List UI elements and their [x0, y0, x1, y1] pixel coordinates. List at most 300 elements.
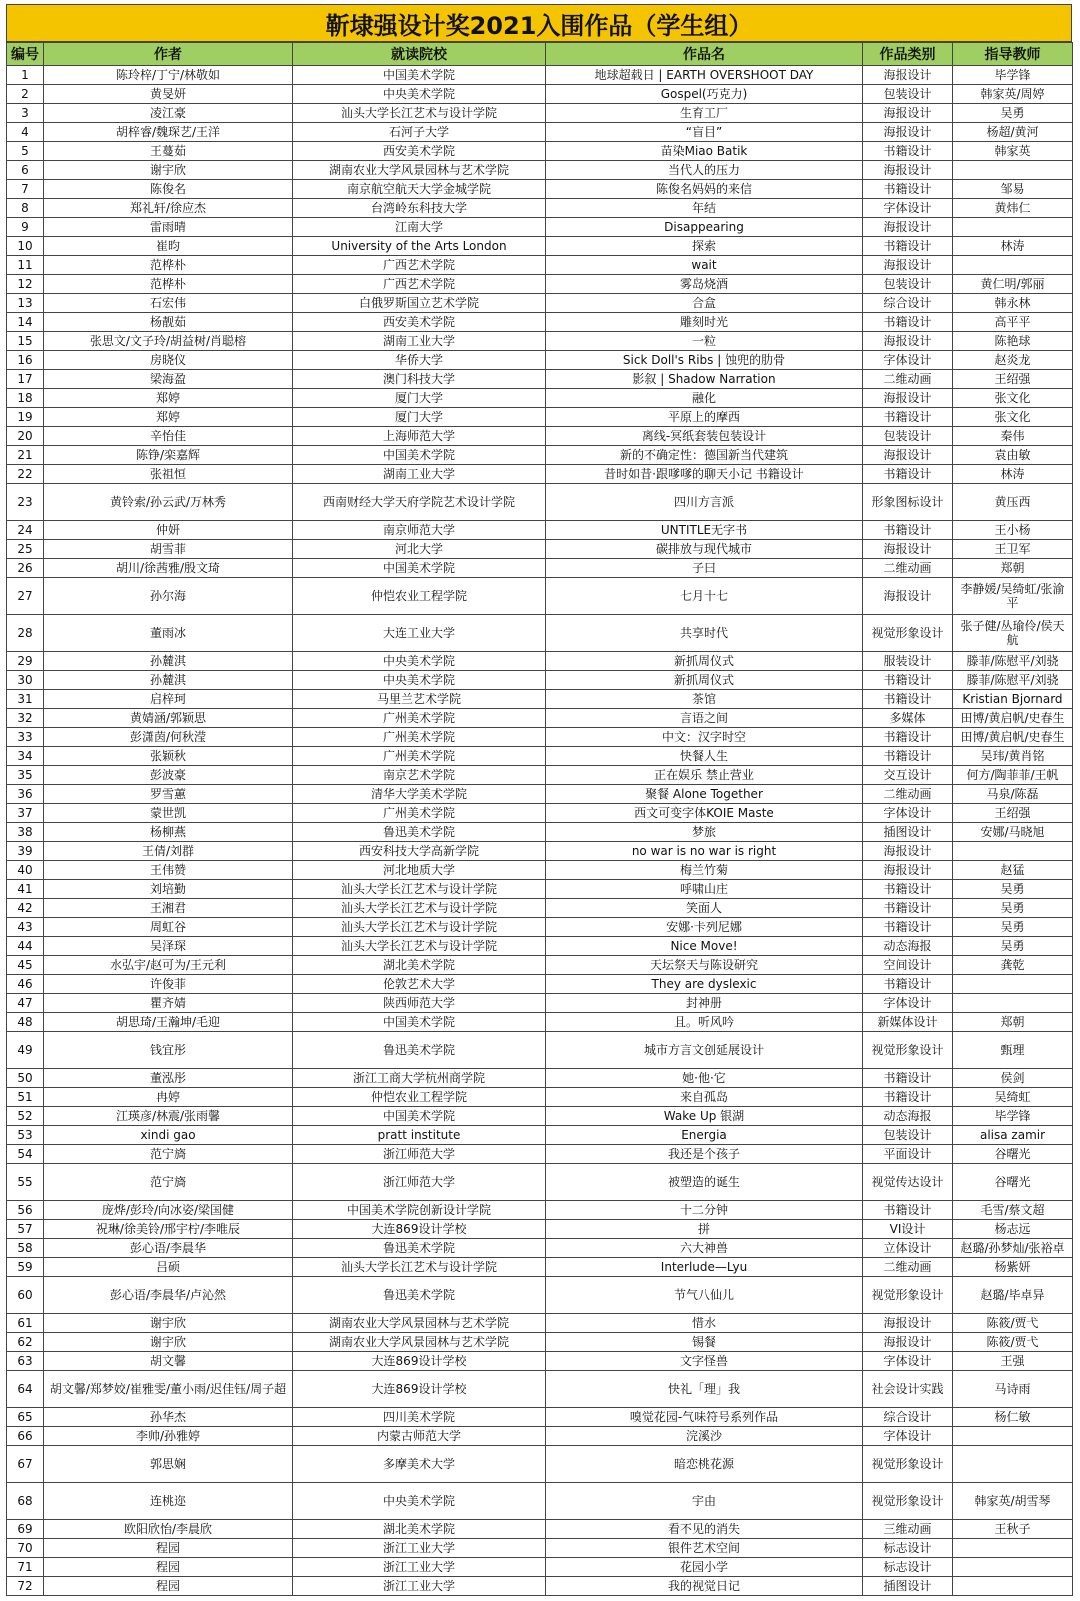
- cell-school: 广州美术学院: [293, 747, 546, 766]
- cell-category: 服装设计: [863, 652, 953, 671]
- cell-school: 陕西师范大学: [293, 994, 546, 1013]
- table-row: [7, 804, 1073, 823]
- cell-number: 42: [7, 899, 44, 918]
- cell-work-title: 文字怪兽: [546, 1352, 863, 1371]
- cell-school: 河北大学: [293, 540, 546, 559]
- cell-advisor: 郑朝: [953, 559, 1073, 578]
- cell-number: 12: [7, 275, 44, 294]
- cell-author: 雷雨晴: [44, 218, 293, 237]
- cell-author: 祝琳/徐美铃/邢宇柠/李唯辰: [44, 1220, 293, 1239]
- cell-author: 杨靓茹: [44, 313, 293, 332]
- cell-author: 谢宇欣: [44, 1314, 293, 1333]
- cell-advisor: 黄压西: [953, 484, 1073, 521]
- table-row: [7, 1483, 1073, 1520]
- cell-number: 59: [7, 1258, 44, 1277]
- cell-school: 河北地质大学: [293, 861, 546, 880]
- cell-advisor: 毛雪/蔡文超: [953, 1201, 1073, 1220]
- cell-advisor: 龚乾: [953, 956, 1073, 975]
- cell-work-title: 生育工厂: [546, 104, 863, 123]
- cell-school: 伦敦艺术大学: [293, 975, 546, 994]
- cell-school: 南京师范大学: [293, 521, 546, 540]
- table-row: [7, 1164, 1073, 1201]
- cell-school: 汕头大学长江艺术与设计学院: [293, 880, 546, 899]
- cell-number: 39: [7, 842, 44, 861]
- cell-work-title: 嗅觉花园-气味符号系列作品: [546, 1408, 863, 1427]
- cell-school: 中央美术学院: [293, 652, 546, 671]
- cell-number: 34: [7, 747, 44, 766]
- cell-school: 浙江工业大学: [293, 1539, 546, 1558]
- cell-school: 浙江工商大学杭州商学院: [293, 1069, 546, 1088]
- header-school: 就读院校: [293, 43, 546, 66]
- table-row: [7, 484, 1073, 521]
- cell-school: 汕头大学长江艺术与设计学院: [293, 104, 546, 123]
- cell-category: 空间设计: [863, 956, 953, 975]
- cell-author: 梁海盈: [44, 370, 293, 389]
- cell-author: 许俊菲: [44, 975, 293, 994]
- cell-number: 13: [7, 294, 44, 313]
- table-row: [7, 370, 1073, 389]
- cell-category: 字体设计: [863, 1427, 953, 1446]
- cell-work-title: 六大神兽: [546, 1239, 863, 1258]
- cell-advisor: 王绍强: [953, 804, 1073, 823]
- cell-author: 董雨冰: [44, 615, 293, 652]
- cell-advisor: [953, 994, 1073, 1013]
- cell-category: 书籍设计: [863, 142, 953, 161]
- table-row: [7, 85, 1073, 104]
- cell-advisor: [953, 1558, 1073, 1577]
- cell-author: 黄旻妍: [44, 85, 293, 104]
- cell-number: 15: [7, 332, 44, 351]
- cell-school: 中国美术学院: [293, 559, 546, 578]
- cell-category: 海报设计: [863, 104, 953, 123]
- cell-number: 41: [7, 880, 44, 899]
- cell-advisor: 毕学锋: [953, 66, 1073, 85]
- cell-number: 30: [7, 671, 44, 690]
- table-row: [7, 1220, 1073, 1239]
- cell-work-title: 来自孤岛: [546, 1088, 863, 1107]
- cell-author: 范桦朴: [44, 275, 293, 294]
- header-number: 编号: [7, 43, 44, 66]
- table-row: [7, 975, 1073, 994]
- header-author: 作者: [44, 43, 293, 66]
- cell-school: 内蒙古师范大学: [293, 1427, 546, 1446]
- cell-advisor: 黄炜仁: [953, 199, 1073, 218]
- cell-number: 26: [7, 559, 44, 578]
- cell-work-title: 共享时代: [546, 615, 863, 652]
- cell-author: 石宏伟: [44, 294, 293, 313]
- cell-work-title: 新抓周仪式: [546, 671, 863, 690]
- cell-work-title: “盲目”: [546, 123, 863, 142]
- cell-category: 书籍设计: [863, 1069, 953, 1088]
- cell-advisor: [953, 1427, 1073, 1446]
- cell-category: 包装设计: [863, 1126, 953, 1145]
- cell-school: 湖南农业大学风景园林与艺术学院: [293, 1314, 546, 1333]
- table-row: [7, 1558, 1073, 1577]
- cell-category: 书籍设计: [863, 975, 953, 994]
- cell-advisor: 韩永林: [953, 294, 1073, 313]
- cell-number: 7: [7, 180, 44, 199]
- table-row: [7, 294, 1073, 313]
- cell-work-title: 暗恋桃花源: [546, 1446, 863, 1483]
- cell-category: 新媒体设计: [863, 1013, 953, 1032]
- cell-category: 海报设计: [863, 861, 953, 880]
- cell-work-title: 聚餐 Alone Together: [546, 785, 863, 804]
- cell-number: 11: [7, 256, 44, 275]
- cell-advisor: 秦伟: [953, 427, 1073, 446]
- cell-advisor: 吴玮/黄肖铭: [953, 747, 1073, 766]
- cell-category: 动态海报: [863, 937, 953, 956]
- cell-category: 书籍设计: [863, 237, 953, 256]
- cell-school: 大连工业大学: [293, 615, 546, 652]
- header-row: [7, 43, 1073, 66]
- table-row: [7, 956, 1073, 975]
- cell-school: 马里兰艺术学院: [293, 690, 546, 709]
- cell-number: 45: [7, 956, 44, 975]
- cell-author: 陈铮/栾嘉辉: [44, 446, 293, 465]
- cell-author: xindi gao: [44, 1126, 293, 1145]
- cell-advisor: 王卫军: [953, 540, 1073, 559]
- cell-work-title: 我还是个孩子: [546, 1145, 863, 1164]
- cell-school: University of the Arts London: [293, 237, 546, 256]
- cell-school: 多摩美术大学: [293, 1446, 546, 1483]
- table-row: [7, 1258, 1073, 1277]
- cell-number: 72: [7, 1577, 44, 1596]
- cell-author: 郑礼轩/徐应杰: [44, 199, 293, 218]
- table-row: [7, 823, 1073, 842]
- cell-advisor: 滕菲/陈慰平/刘骁: [953, 652, 1073, 671]
- table-row: [7, 66, 1073, 85]
- cell-category: 书籍设计: [863, 747, 953, 766]
- cell-category: 视觉形象设计: [863, 1032, 953, 1069]
- cell-number: 37: [7, 804, 44, 823]
- cell-advisor: 王绍强: [953, 370, 1073, 389]
- cell-author: 仲妍: [44, 521, 293, 540]
- table-row: [7, 1032, 1073, 1069]
- cell-work-title: 快餐人生: [546, 747, 863, 766]
- cell-school: 白俄罗斯国立艺术学院: [293, 294, 546, 313]
- table-row: [7, 709, 1073, 728]
- cell-category: 书籍设计: [863, 521, 953, 540]
- cell-school: 湖北美术学院: [293, 1520, 546, 1539]
- cell-number: 19: [7, 408, 44, 427]
- table-row: [7, 446, 1073, 465]
- cell-work-title: Disappearing: [546, 218, 863, 237]
- cell-work-title: 陈俊名妈妈的来信: [546, 180, 863, 199]
- cell-author: 彭潇茵/何秋滢: [44, 728, 293, 747]
- cell-work-title: 新抓周仪式: [546, 652, 863, 671]
- cell-author: 彭心语/李晨华: [44, 1239, 293, 1258]
- cell-author: 水弘宇/赵可为/王元利: [44, 956, 293, 975]
- cell-category: VI设计: [863, 1220, 953, 1239]
- cell-category: 书籍设计: [863, 918, 953, 937]
- cell-work-title: no war is no war is right: [546, 842, 863, 861]
- cell-category: 二维动画: [863, 1258, 953, 1277]
- cell-advisor: 马泉/陈磊: [953, 785, 1073, 804]
- cell-advisor: 田博/黄启帆/史春生: [953, 709, 1073, 728]
- cell-author: 辛怡佳: [44, 427, 293, 446]
- cell-advisor: 毕学锋: [953, 1107, 1073, 1126]
- cell-school: 湖南农业大学风景园林与艺术学院: [293, 1333, 546, 1352]
- cell-category: 海报设计: [863, 1314, 953, 1333]
- cell-work-title: 花园小学: [546, 1558, 863, 1577]
- table-row: [7, 690, 1073, 709]
- cell-advisor: 滕菲/陈慰平/刘骁: [953, 671, 1073, 690]
- cell-school: 中央美术学院: [293, 671, 546, 690]
- cell-category: 标志设计: [863, 1539, 953, 1558]
- cell-work-title: Interlude—Lyu: [546, 1258, 863, 1277]
- table-row: [7, 540, 1073, 559]
- cell-author: 刘培勤: [44, 880, 293, 899]
- cell-author: 孙麓淇: [44, 652, 293, 671]
- table-row: [7, 747, 1073, 766]
- table-row: [7, 1069, 1073, 1088]
- cell-author: 谢宇欣: [44, 161, 293, 180]
- cell-number: 33: [7, 728, 44, 747]
- cell-work-title: 她·他·它: [546, 1069, 863, 1088]
- cell-category: 字体设计: [863, 199, 953, 218]
- cell-number: 20: [7, 427, 44, 446]
- cell-author: 黄婧涵/郭颖思: [44, 709, 293, 728]
- cell-category: 综合设计: [863, 294, 953, 313]
- table-row: [7, 1314, 1073, 1333]
- cell-author: 连桃迩: [44, 1483, 293, 1520]
- cell-work-title: 拼: [546, 1220, 863, 1239]
- table-row: [7, 861, 1073, 880]
- cell-number: 23: [7, 484, 44, 521]
- cell-work-title: 苗染Miao Batik: [546, 142, 863, 161]
- sheet-title: 靳埭强设计奖2021入围作品（学生组）: [6, 4, 1072, 42]
- cell-school: 大连869设计学校: [293, 1371, 546, 1408]
- cell-school: 湖南工业大学: [293, 465, 546, 484]
- cell-advisor: 韩家英/周婷: [953, 85, 1073, 104]
- cell-school: 西安美术学院: [293, 313, 546, 332]
- cell-work-title: 新的不确定性：德国新当代建筑: [546, 446, 863, 465]
- cell-number: 65: [7, 1408, 44, 1427]
- cell-school: 湖南农业大学风景园林与艺术学院: [293, 161, 546, 180]
- table-row: [7, 180, 1073, 199]
- cell-number: 27: [7, 578, 44, 615]
- cell-number: 60: [7, 1277, 44, 1314]
- cell-category: 形象图标设计: [863, 484, 953, 521]
- cell-work-title: 西文可变字体KOIE Maste: [546, 804, 863, 823]
- cell-number: 70: [7, 1539, 44, 1558]
- cell-work-title: 中文：汉字时空: [546, 728, 863, 747]
- table-row: [7, 408, 1073, 427]
- table-row: [7, 1539, 1073, 1558]
- cell-school: 大连869设计学校: [293, 1220, 546, 1239]
- cell-work-title: 我的视觉日记: [546, 1577, 863, 1596]
- cell-category: 海报设计: [863, 389, 953, 408]
- cell-category: 书籍设计: [863, 465, 953, 484]
- cell-category: 立体设计: [863, 1239, 953, 1258]
- cell-work-title: 安娜·卡列尼娜: [546, 918, 863, 937]
- cell-work-title: 平原上的摩西: [546, 408, 863, 427]
- cell-advisor: 赵璐/孙梦灿/张裕卓: [953, 1239, 1073, 1258]
- header-work-title: 作品名: [546, 43, 863, 66]
- table-row: [7, 578, 1073, 615]
- cell-advisor: 吴勇: [953, 918, 1073, 937]
- cell-advisor: 林涛: [953, 465, 1073, 484]
- cell-number: 61: [7, 1314, 44, 1333]
- cell-work-title: 雕刻时光: [546, 313, 863, 332]
- cell-number: 57: [7, 1220, 44, 1239]
- cell-school: 浙江师范大学: [293, 1164, 546, 1201]
- cell-advisor: [953, 1446, 1073, 1483]
- cell-advisor: 杨仁敏: [953, 1408, 1073, 1427]
- cell-school: 大连869设计学校: [293, 1352, 546, 1371]
- cell-author: 程园: [44, 1577, 293, 1596]
- cell-work-title: 昔时如昔·跟嗲嗲的聊天小记 书籍设计: [546, 465, 863, 484]
- table-row: [7, 937, 1073, 956]
- cell-work-title: 梦旅: [546, 823, 863, 842]
- cell-category: 二维动画: [863, 370, 953, 389]
- cell-advisor: 杨志远: [953, 1220, 1073, 1239]
- cell-work-title: 茶馆: [546, 690, 863, 709]
- cell-number: 47: [7, 994, 44, 1013]
- cell-work-title: They are dyslexic: [546, 975, 863, 994]
- cell-author: 张颖秋: [44, 747, 293, 766]
- cell-category: 包装设计: [863, 85, 953, 104]
- table-row: [7, 615, 1073, 652]
- cell-category: 书籍设计: [863, 1201, 953, 1220]
- cell-school: 湖南工业大学: [293, 332, 546, 351]
- cell-author: 江瑛彦/林震/张雨馨: [44, 1107, 293, 1126]
- table-row: [7, 104, 1073, 123]
- cell-school: 湖北美术学院: [293, 956, 546, 975]
- cell-number: 58: [7, 1239, 44, 1258]
- cell-work-title: 十二分钟: [546, 1201, 863, 1220]
- cell-category: 海报设计: [863, 446, 953, 465]
- cell-advisor: 张子健/丛瑜伶/侯天航: [953, 615, 1073, 652]
- cell-author: 王湘君: [44, 899, 293, 918]
- cell-author: 孙华杰: [44, 1408, 293, 1427]
- cell-number: 8: [7, 199, 44, 218]
- cell-author: 周虹谷: [44, 918, 293, 937]
- cell-work-title: 影叙 | Shadow Narration: [546, 370, 863, 389]
- cell-category: 社会设计实践: [863, 1371, 953, 1408]
- cell-category: 书籍设计: [863, 880, 953, 899]
- cell-category: 视觉形象设计: [863, 615, 953, 652]
- cell-work-title: wait: [546, 256, 863, 275]
- cell-category: 书籍设计: [863, 690, 953, 709]
- cell-category: 多媒体: [863, 709, 953, 728]
- cell-author: 吴泽琛: [44, 937, 293, 956]
- cell-advisor: 吴勇: [953, 899, 1073, 918]
- cell-advisor: 吴勇: [953, 104, 1073, 123]
- cell-number: 51: [7, 1088, 44, 1107]
- cell-number: 5: [7, 142, 44, 161]
- cell-author: 李帅/孙雅婷: [44, 1427, 293, 1446]
- cell-work-title: Nice Move!: [546, 937, 863, 956]
- cell-category: 海报设计: [863, 256, 953, 275]
- cell-author: 庞烨/彭玲/向冰姿/梁国健: [44, 1201, 293, 1220]
- cell-advisor: 吴勇: [953, 880, 1073, 899]
- cell-work-title: Sick Doll's Ribs | 蚀兜的肋骨: [546, 351, 863, 370]
- cell-number: 54: [7, 1145, 44, 1164]
- cell-author: 崔昀: [44, 237, 293, 256]
- cell-work-title: 梅兰竹菊: [546, 861, 863, 880]
- cell-number: 68: [7, 1483, 44, 1520]
- cell-school: 中国美术学院: [293, 446, 546, 465]
- cell-advisor: [953, 1539, 1073, 1558]
- cell-number: 22: [7, 465, 44, 484]
- cell-advisor: 陈筱/贾弋: [953, 1333, 1073, 1352]
- table-row: [7, 766, 1073, 785]
- cell-author: 黄铃索/孙云武/万林秀: [44, 484, 293, 521]
- cell-work-title: 四川方言派: [546, 484, 863, 521]
- cell-category: 书籍设计: [863, 671, 953, 690]
- cell-advisor: 谷曙光: [953, 1145, 1073, 1164]
- cell-advisor: 王强: [953, 1352, 1073, 1371]
- cell-school: 浙江工业大学: [293, 1558, 546, 1577]
- cell-school: 广西艺术学院: [293, 256, 546, 275]
- cell-work-title: 一粒: [546, 332, 863, 351]
- cell-number: 38: [7, 823, 44, 842]
- cell-school: 鲁迅美术学院: [293, 1277, 546, 1314]
- cell-school: 中国美术学院: [293, 1107, 546, 1126]
- cell-advisor: [953, 218, 1073, 237]
- cell-author: 郭思娴: [44, 1446, 293, 1483]
- cell-number: 67: [7, 1446, 44, 1483]
- cell-number: 69: [7, 1520, 44, 1539]
- cell-category: 海报设计: [863, 123, 953, 142]
- cell-advisor: [953, 842, 1073, 861]
- cell-advisor: 赵璐/毕卓异: [953, 1277, 1073, 1314]
- cell-work-title: 惜水: [546, 1314, 863, 1333]
- cell-work-title: 子曰: [546, 559, 863, 578]
- cell-school: 广州美术学院: [293, 709, 546, 728]
- cell-number: 28: [7, 615, 44, 652]
- table-row: [7, 1013, 1073, 1032]
- table-row: [7, 1408, 1073, 1427]
- cell-school: 鲁迅美术学院: [293, 1239, 546, 1258]
- cell-work-title: 言语之间: [546, 709, 863, 728]
- table-row: [7, 161, 1073, 180]
- cell-number: 52: [7, 1107, 44, 1126]
- cell-advisor: 高平平: [953, 313, 1073, 332]
- cell-school: 中国美术学院: [293, 66, 546, 85]
- cell-author: 程园: [44, 1558, 293, 1577]
- cell-school: 澳门科技大学: [293, 370, 546, 389]
- table-row: [7, 1107, 1073, 1126]
- cell-advisor: 陈艳球: [953, 332, 1073, 351]
- table-row: [7, 994, 1073, 1013]
- cell-author: 欧阳欣怡/李晨欣: [44, 1520, 293, 1539]
- table-row: [7, 1371, 1073, 1408]
- cell-category: 二维动画: [863, 559, 953, 578]
- cell-school: 广州美术学院: [293, 728, 546, 747]
- cell-number: 55: [7, 1164, 44, 1201]
- table-row: [7, 1352, 1073, 1371]
- table-row: [7, 899, 1073, 918]
- cell-number: 17: [7, 370, 44, 389]
- cell-school: 华侨大学: [293, 351, 546, 370]
- cell-category: 海报设计: [863, 66, 953, 85]
- cell-school: 鲁迅美术学院: [293, 1032, 546, 1069]
- table-row: [7, 1239, 1073, 1258]
- cell-work-title: 且。听风吟: [546, 1013, 863, 1032]
- cell-work-title: 地球超载日 | EARTH OVERSHOOT DAY: [546, 66, 863, 85]
- cell-advisor: 马诗雨: [953, 1371, 1073, 1408]
- cell-category: 书籍设计: [863, 899, 953, 918]
- table-row: [7, 880, 1073, 899]
- cell-school: 上海师范大学: [293, 427, 546, 446]
- cell-number: 31: [7, 690, 44, 709]
- cell-category: 字体设计: [863, 1352, 953, 1371]
- table-row: [7, 142, 1073, 161]
- cell-category: 包装设计: [863, 275, 953, 294]
- table-row: [7, 218, 1073, 237]
